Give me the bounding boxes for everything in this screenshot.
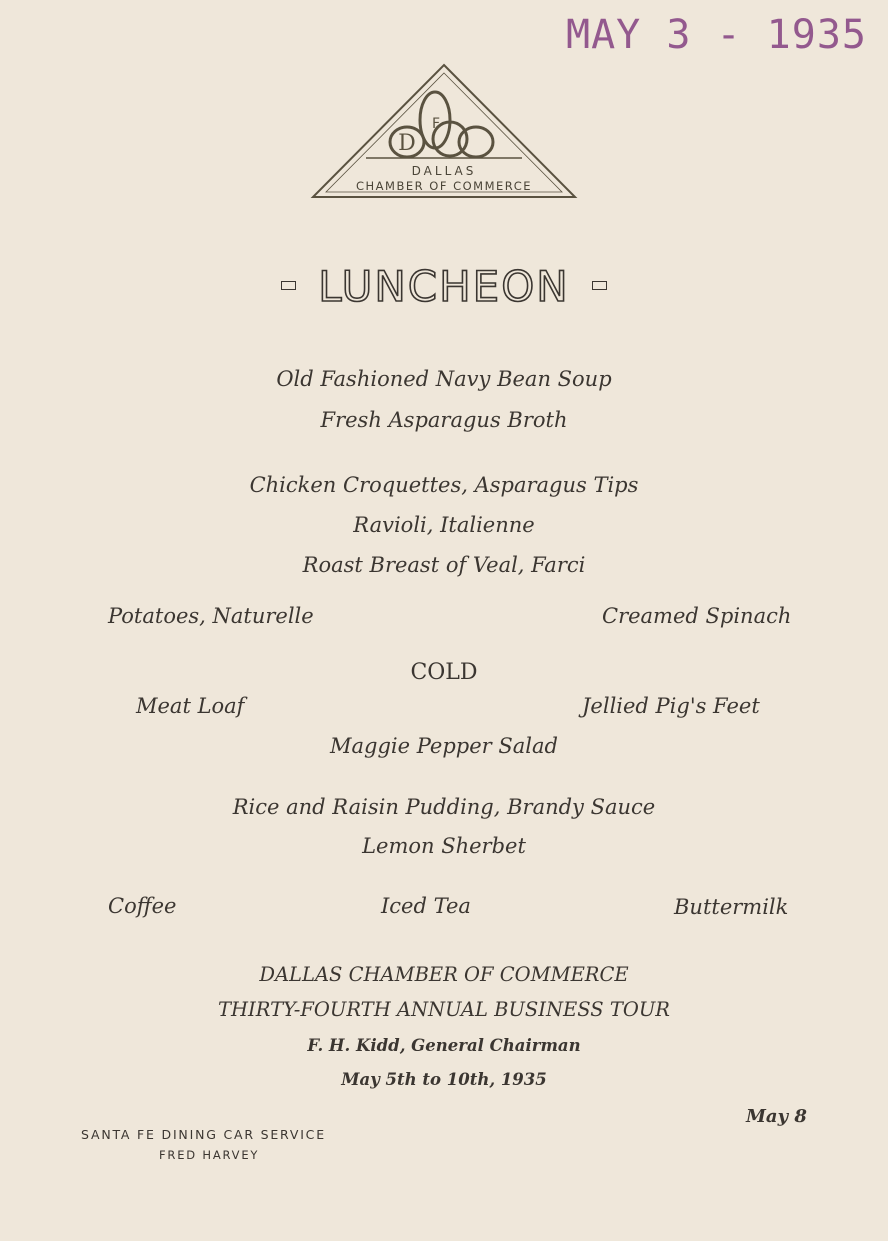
logo-city: DALLAS [411,164,477,178]
date-stamp: MAY 3 - 1935 [566,12,867,58]
menu-item: Creamed Spinach [602,604,792,628]
section-heading: COLD [410,660,478,685]
menu-item: Iced Tea [381,894,471,918]
menu-item: Lemon Sherbet [362,834,526,858]
menu-item: Potatoes, Naturelle [108,604,314,628]
chamber-logo [310,62,578,200]
menu-item: Buttermilk [674,895,789,919]
svg-text:F: F [431,116,441,132]
service-line: SANTA FE DINING CAR SERVICE [81,1127,326,1142]
menu-item: Rice and Raisin Pudding, Brandy Sauce [232,795,656,819]
menu-item: Chicken Croquettes, Asparagus Tips [249,473,639,497]
menu-item: Roast Breast of Veal, Farci [302,553,586,577]
menu-item: Fresh Asparagus Broth [320,408,568,432]
service-provider: FRED HARVEY [159,1148,260,1162]
title-text: LUNCHEON [318,262,570,311]
menu-item: Old Fashioned Navy Bean Soup [276,367,612,391]
menu-item: Ravioli, Italienne [353,513,535,537]
svg-text:D: D [398,131,416,156]
menu-item: Maggie Pepper Salad [330,734,558,758]
page-title [0,262,888,311]
footer-org: DALLAS CHAMBER OF COMMERCE [259,963,629,986]
menu-item: Jellied Pig's Feet [582,694,760,718]
menu-item: Coffee [108,894,177,918]
footer-dates: May 5th to 10th, 1935 [341,1070,547,1089]
menu-item: Meat Loaf [136,694,245,718]
dash-left-icon [281,281,296,290]
menu-day: May 8 [746,1106,807,1127]
footer-chairman: F. H. Kidd, General Chairman [307,1036,581,1055]
footer-event: THIRTY-FOURTH ANNUAL BUSINESS TOUR [218,998,670,1021]
dash-right-icon [592,281,607,290]
logo-org: CHAMBER OF COMMERCE [356,179,532,193]
